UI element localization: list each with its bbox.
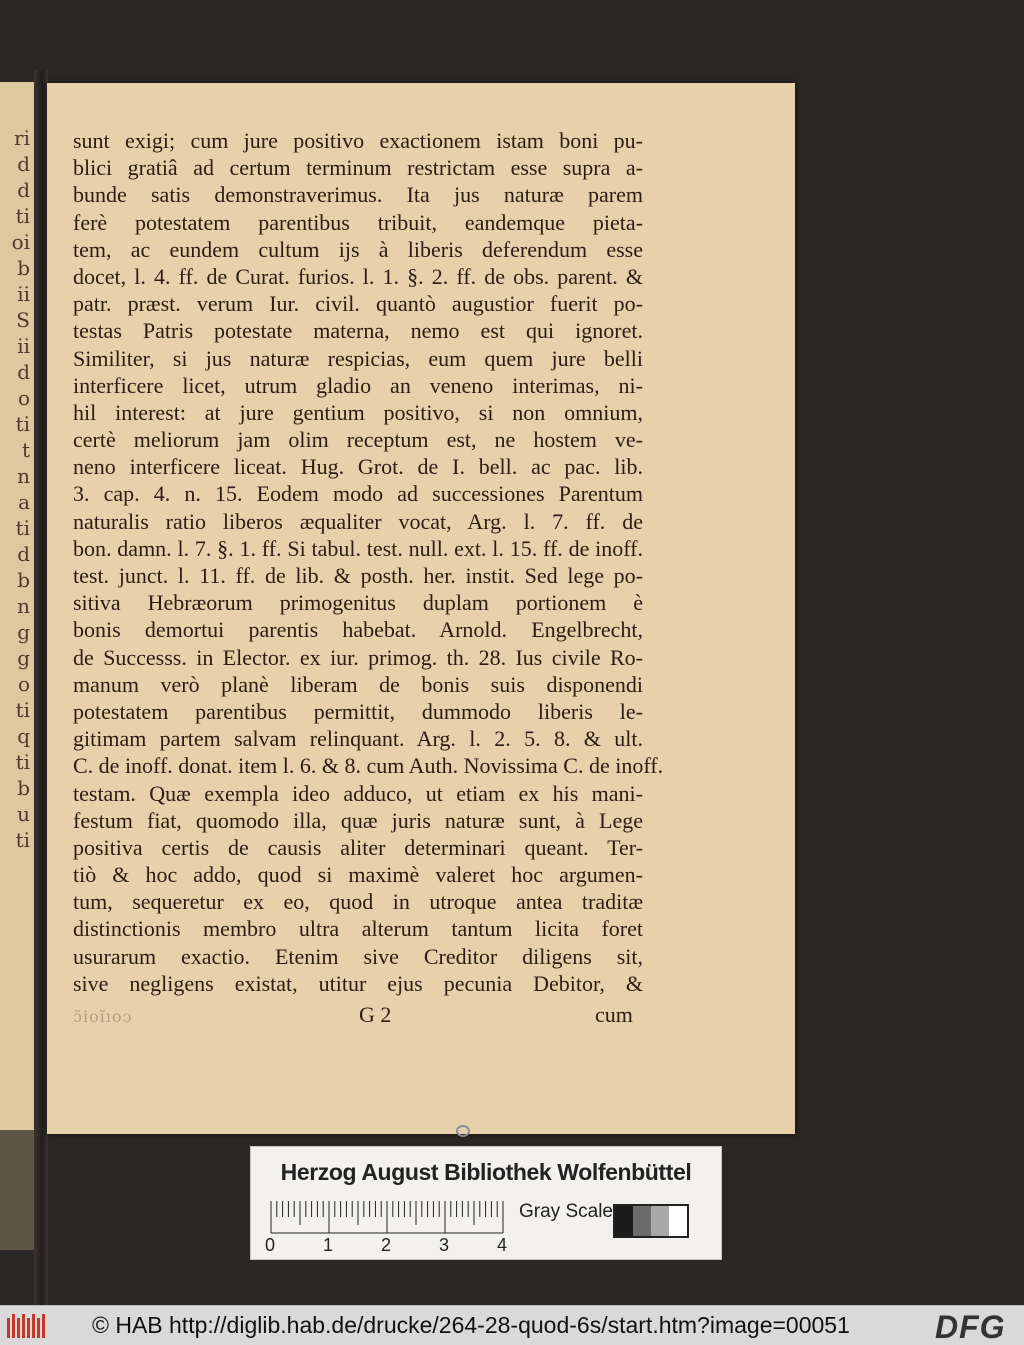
hab-logo-bar xyxy=(27,1318,30,1338)
margin-fragment: n xyxy=(17,464,30,488)
scanned-page xyxy=(47,83,795,1134)
copyright-link[interactable]: © HAB http://diglib.hab.de/drucke/264-28-quod-6s/start.htm?image=00051 xyxy=(92,1312,850,1338)
margin-fragment: g xyxy=(17,620,30,644)
text-line: Similiter, si jus naturæ respicias, eum quem jure belli xyxy=(73,345,643,371)
grayscale-step xyxy=(615,1206,633,1236)
hab-logo-bar xyxy=(32,1314,35,1338)
margin-fragment: S xyxy=(16,308,30,332)
margin-fragment: a xyxy=(18,490,30,514)
grayscale-swatch xyxy=(613,1204,689,1238)
text-line: neno interficere liceat. Hug. Grot. de I. bell. ac pac. lib. xyxy=(73,454,643,480)
text-line: usurarum exactio. Etenim sive Creditor diligens sit, xyxy=(73,943,643,969)
hab-logo-bar xyxy=(37,1318,40,1338)
text-line: 3. cap. 4. n. 15. Eodem modo ad successiones Parentum xyxy=(73,481,643,507)
text-line: hil interest: at jure gentium positivo, si non omnium, xyxy=(73,399,643,425)
bleed-through-text: ɔ̃ioı̃ıoɔ xyxy=(73,1007,133,1026)
text-line: positiva certis de causis aliter determinari queant. Ter- xyxy=(73,834,643,860)
hab-logo-bar xyxy=(42,1314,45,1338)
clip-icon xyxy=(455,1124,471,1138)
text-line: blici gratiâ ad certum terminum restrictam esse supra a- xyxy=(73,155,643,181)
text-line: patr. præst. verum Iur. civil. quantò augustior fuerit po- xyxy=(73,291,643,317)
library-label-card xyxy=(250,1146,722,1260)
margin-fragment: d xyxy=(17,152,30,176)
text-line: testam. Quæ exempla ideo adduco, ut etiam ex his mani- xyxy=(73,780,643,806)
text-line: gitimam partem salvam relinquant. Arg. l. 2. 5. 8. & ult. xyxy=(73,726,643,752)
text-line: ferè potestatem parentibus tribuit, eandemque pieta- xyxy=(73,209,643,235)
margin-fragment: ii xyxy=(17,282,30,306)
hab-logo-icon xyxy=(6,1312,46,1340)
footer-bar xyxy=(0,1305,1024,1345)
library-name: Herzog August Bibliothek Wolfenbüttel xyxy=(280,1159,692,1185)
text-line: tem, ac eundem cultum ijs à liberis deferendum esse xyxy=(73,236,643,262)
margin-fragment: d xyxy=(17,360,30,384)
margin-fragment: ii xyxy=(17,334,30,358)
margin-fragment: d xyxy=(17,542,30,566)
text-line: bon. damn. l. 7. §. 1. ff. Si tabul. test. null. ext. l. 15. ff. de inoff. xyxy=(73,535,643,561)
ruler-ticks xyxy=(269,1199,511,1239)
text-line: naturalis ratio liberos æqualiter vocat, Arg. l. 7. ff. de xyxy=(73,508,643,534)
margin-fragment: ti xyxy=(15,412,30,436)
margin-fragment: g xyxy=(17,646,30,670)
grayscale-step xyxy=(633,1206,651,1236)
text-line: sitiva Hebræorum primogenitus duplam portionem è xyxy=(73,590,643,616)
margin-fragment: d xyxy=(17,178,30,202)
margin-fragment: n xyxy=(17,594,30,618)
text-line: interficere licet, utrum gladio an veneno interimas, ni- xyxy=(73,372,643,398)
text-line: de Successs. in Elector. ex iur. primog. th. 28. Ius civile Ro- xyxy=(73,644,643,670)
ruler-number: 2 xyxy=(381,1235,392,1255)
margin-fragment: ti xyxy=(15,750,30,774)
left-margin-fragments xyxy=(0,125,30,853)
margin-fragment: o xyxy=(17,386,30,410)
margin-fragment: o xyxy=(17,672,30,696)
text-line: certè meliorum jam olim receptum est, ne hostem ve- xyxy=(73,427,643,453)
text-line: docet, l. 4. ff. de Curat. furios. l. 1. §. 2. ff. de obs. parent. & xyxy=(73,263,643,289)
printer-signature: G 2 xyxy=(359,1002,392,1027)
hab-logo-bar xyxy=(12,1314,15,1338)
grayscale-step xyxy=(651,1206,669,1236)
margin-fragment: b xyxy=(17,256,30,280)
text-line: tum, sequeretur ex eo, quod in utroque antea traditæ xyxy=(73,889,643,915)
text-line: test. junct. l. 11. ff. de lib. & posth. her. instit. Sed lege po- xyxy=(73,563,643,588)
margin-fragment: ti xyxy=(15,828,30,852)
margin-fragment: t xyxy=(21,438,30,462)
margin-fragment: b xyxy=(17,776,30,800)
grayscale-step xyxy=(669,1206,687,1236)
hab-logo-bar xyxy=(22,1314,25,1338)
margin-fragment: q xyxy=(17,724,30,748)
ruler-number: 3 xyxy=(439,1235,450,1255)
text-line: sunt exigi; cum jure positivo exactionem istam boni pu- xyxy=(73,128,643,153)
margin-fragment: ti xyxy=(15,698,30,722)
text-line: potestatem parentibus permittit, dummodo liberis le- xyxy=(73,698,643,724)
hab-logo-bar xyxy=(17,1318,20,1338)
text-line: festum fiat, quomodo illa, quæ juris naturæ sunt, à Lege xyxy=(73,807,643,833)
dfg-logo: DFG xyxy=(935,1309,1006,1345)
catchword: cum xyxy=(595,1002,633,1027)
text-line: distinctionis membro ultra alterum tantum licita foret xyxy=(73,916,643,942)
margin-fragment: oi xyxy=(11,230,30,254)
book-gutter xyxy=(34,70,48,1340)
text-line: tiò & hoc addo, quod si maximè valeret hoc argumen- xyxy=(73,862,643,888)
text-line: testas Patris potestate materna, nemo est qui ignoret. xyxy=(73,318,643,344)
margin-fragment: u xyxy=(17,802,30,826)
hab-logo-bar xyxy=(7,1318,10,1338)
ruler-number: 1 xyxy=(323,1235,334,1255)
text-line: bonis demortui parentis habebat. Arnold. Engelbrecht, xyxy=(73,617,643,643)
margin-fragment: b xyxy=(17,568,30,592)
margin-fragment: ti xyxy=(15,204,30,228)
ruler-number: 0 xyxy=(265,1235,276,1255)
margin-fragment: ri xyxy=(14,126,30,150)
text-line: C. de inoff. donat. item l. 6. & 8. cum Auth. Novissima C. de inoff. xyxy=(73,753,664,779)
page-text xyxy=(73,127,664,997)
scale-ruler xyxy=(265,1199,511,1259)
grayscale-label: Gray Scale xyxy=(519,1201,613,1222)
text-line: sive negligens existat, utitur ejus pecunia Debitor, & xyxy=(73,970,643,996)
text-line: bunde satis demonstraverimus. Ita jus naturæ parem xyxy=(73,182,643,208)
margin-fragment: ti xyxy=(15,516,30,540)
text-line: manum verò planè liberam de bonis suis disponendi xyxy=(73,671,643,697)
ruler-number: 4 xyxy=(497,1235,508,1255)
